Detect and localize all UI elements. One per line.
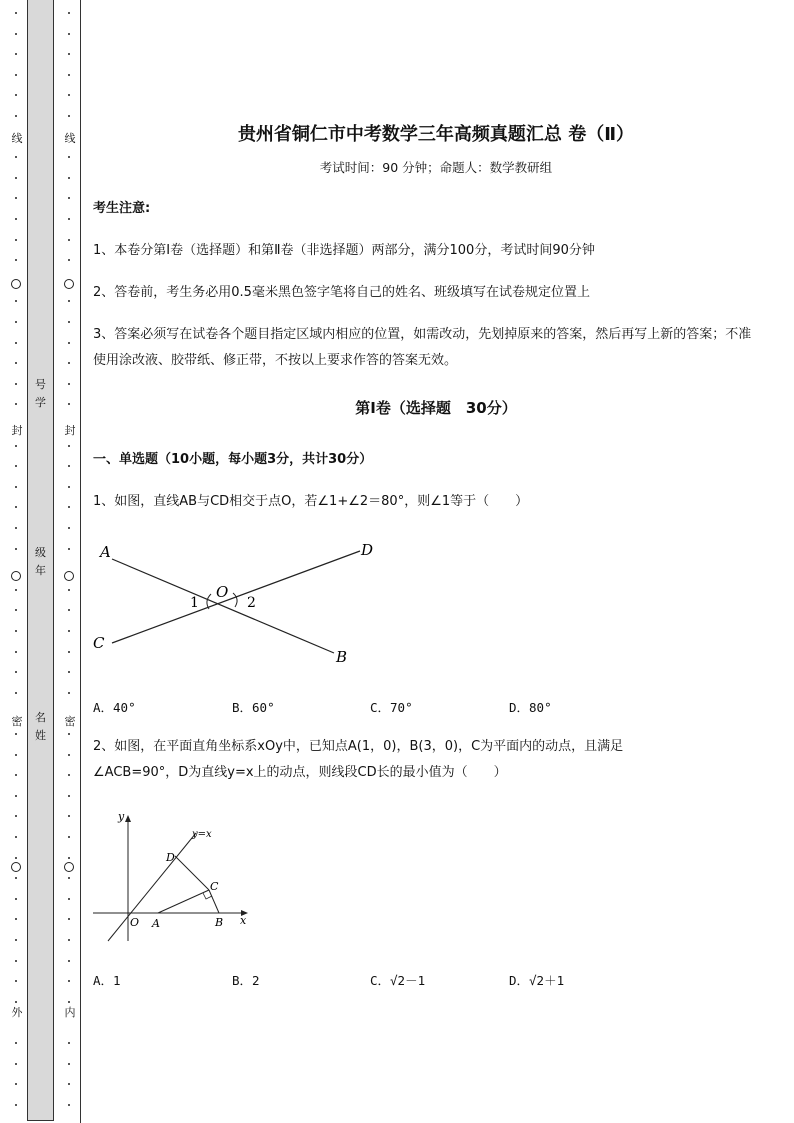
point-b-label: B (215, 916, 224, 929)
binding-dot (68, 321, 70, 323)
binding-dot (68, 12, 70, 14)
question-1-stem: 1、如图，直线AB与CD相交于点O，若∠1+∠2＝80°，则∠1等于（ ） (93, 494, 529, 509)
binding-dot (15, 218, 17, 220)
binding-dot (15, 74, 17, 76)
student-info-strip (27, 0, 54, 1121)
binding-dot (68, 1042, 70, 1044)
binding-dot (15, 733, 17, 735)
binding-dot (68, 218, 70, 220)
binding-dot (15, 156, 17, 158)
binding-dot (68, 403, 70, 405)
binding-dot (68, 94, 70, 96)
binding-dot (68, 74, 70, 76)
binding-dot (15, 1104, 17, 1106)
binding-dot (68, 1063, 70, 1065)
question-2-figure (88, 806, 263, 951)
binding-dot (15, 403, 17, 405)
binding-dot (15, 1063, 17, 1065)
inner-circle-mark (64, 279, 74, 289)
outer-seal-char: 密 (11, 715, 23, 728)
binding-dot (15, 300, 17, 302)
binding-dot (15, 1042, 17, 1044)
inner-circle-mark (64, 571, 74, 581)
segment-cb (209, 890, 219, 913)
binding-dot (68, 362, 70, 364)
segment-ac (158, 890, 209, 913)
question-2-stem-line2: ∠ACB=90°，D为直线y=x上的动点，则线段CD长的最小值为（ ） (93, 765, 507, 780)
point-c-label: C (210, 880, 219, 893)
binding-dot (15, 630, 17, 632)
binding-dot (68, 815, 70, 817)
notice-heading: 考生注意: (93, 201, 151, 216)
binding-dot (15, 815, 17, 817)
binding-dot (68, 465, 70, 467)
point-a-label: A (152, 917, 160, 930)
binding-dot (15, 259, 17, 261)
margin-border-line (80, 0, 81, 1123)
binding-dot (15, 960, 17, 962)
student-id-label: 号 学 (35, 378, 46, 409)
binding-dot (15, 33, 17, 35)
binding-dot (68, 774, 70, 776)
outer-seal-char: 线 (11, 132, 23, 145)
binding-dot (68, 651, 70, 653)
binding-dot (15, 609, 17, 611)
question-2-stem-line1: 2、如图，在平面直角坐标系xOy中，已知点A(1，0)，B(3，0)，C为平面内的动点，且满足 (93, 739, 624, 754)
binding-dot (68, 177, 70, 179)
binding-dot (15, 692, 17, 694)
exam-subtitle: 考试时间：90 分钟；命题人：数学教研组 (319, 160, 553, 175)
option-a[interactable]: A．1 (93, 973, 121, 988)
binding-dot (68, 671, 70, 673)
binding-dot (15, 12, 17, 14)
name-label: 名 姓 (35, 711, 46, 742)
binding-dot (68, 1001, 70, 1003)
binding-dot (68, 980, 70, 982)
notice-item: 2、答卷前，考生务必用0.5毫米黑色签字笔将自己的姓名、班级填写在试卷规定位置上 (93, 285, 590, 300)
binding-dot (68, 239, 70, 241)
angle-2-arc (233, 593, 237, 607)
binding-dot (15, 671, 17, 673)
binding-dot (68, 342, 70, 344)
binding-dot (68, 53, 70, 55)
binding-dot (15, 548, 17, 550)
binding-dot (68, 115, 70, 117)
binding-dot (68, 939, 70, 941)
y-axis-label: y (118, 810, 125, 823)
binding-dot (68, 630, 70, 632)
exam-title: 贵州省铜仁市中考数学三年高频真题汇总 卷（Ⅱ） (237, 124, 635, 145)
point-b-label: B (336, 648, 348, 666)
binding-dot (15, 177, 17, 179)
binding-dot (15, 1001, 17, 1003)
binding-dot (15, 94, 17, 96)
binding-dot (15, 651, 17, 653)
binding-dot (68, 259, 70, 261)
binding-dot (15, 239, 17, 241)
option-a[interactable]: A．40° (93, 700, 136, 715)
binding-dot (68, 692, 70, 694)
outer-seal-char: 封 (11, 424, 23, 437)
inner-dotted-line (63, 0, 75, 1123)
binding-dot (15, 321, 17, 323)
binding-dot (15, 774, 17, 776)
option-d[interactable]: D．√2＋1 (509, 973, 565, 988)
point-d-label: D (166, 851, 175, 864)
outer-circle-mark (11, 279, 21, 289)
binding-dot (68, 383, 70, 385)
binding-dot (68, 795, 70, 797)
binding-dot (15, 980, 17, 982)
binding-dot (68, 1104, 70, 1106)
option-b[interactable]: B．60° (232, 700, 275, 715)
binding-dot (68, 877, 70, 879)
y-axis-arrow (125, 815, 131, 822)
binding-dot (15, 1083, 17, 1085)
binding-dot (68, 960, 70, 962)
binding-dot (15, 527, 17, 529)
line-label: y=x (192, 829, 212, 840)
angle-1-label: 1 (190, 595, 199, 611)
binding-dot (15, 898, 17, 900)
binding-dot (15, 383, 17, 385)
option-c[interactable]: C．70° (370, 700, 413, 715)
inner-seal-char: 线 (64, 132, 76, 145)
binding-dot (68, 918, 70, 920)
outer-circle-mark (11, 571, 21, 581)
binding-dot (15, 197, 17, 199)
binding-dot (68, 156, 70, 158)
point-c-label: C (93, 634, 105, 652)
binding-dot (15, 857, 17, 859)
inner-seal-char: 封 (64, 424, 76, 437)
option-c[interactable]: C．√2－1 (370, 973, 426, 988)
binding-dot (15, 795, 17, 797)
binding-dot (15, 589, 17, 591)
binding-dot (68, 857, 70, 859)
option-d[interactable]: D．80° (509, 700, 552, 715)
notice-item: 1、本卷分第Ⅰ卷（选择题）和第Ⅱ卷（非选择题）两部分，满分100分，考试时间90分钟 (93, 243, 595, 258)
angle-2-label: 2 (247, 595, 256, 611)
binding-dot (15, 53, 17, 55)
question-1-figure (88, 535, 388, 675)
binding-dot (68, 527, 70, 529)
binding-dot (15, 342, 17, 344)
outer-dotted-line (10, 0, 22, 1123)
binding-dot (15, 754, 17, 756)
section-title: 第Ⅰ卷（选择题 30分） (355, 399, 517, 417)
point-a-label: A (100, 543, 111, 561)
point-o-label: O (130, 916, 140, 929)
binding-dot (68, 898, 70, 900)
point-o-label: O (216, 583, 229, 601)
binding-dot (68, 609, 70, 611)
binding-dot (68, 754, 70, 756)
binding-dot (15, 939, 17, 941)
binding-dot (15, 506, 17, 508)
part-heading: 一、单选题（10小题，每小题3分，共计30分） (93, 452, 373, 467)
binding-dot (68, 486, 70, 488)
point-d-label: D (361, 541, 374, 559)
inner-seal-char: 密 (64, 715, 76, 728)
binding-dot (15, 486, 17, 488)
binding-dot (68, 836, 70, 838)
binding-dot (15, 877, 17, 879)
binding-dot (68, 733, 70, 735)
binding-dot (68, 589, 70, 591)
binding-dot (15, 465, 17, 467)
binding-dot (68, 548, 70, 550)
binding-dot (15, 115, 17, 117)
binding-dot (68, 197, 70, 199)
inner-circle-mark (64, 862, 74, 872)
binding-dot (15, 918, 17, 920)
notice-item: 3、答案必须写在试卷各个题目指定区域内相应的位置，如需改动，先划掉原来的答案，然后再写上新的答案；不准使用涂改液、胶带纸、修正带，不按以上要求作答的答案无效。 (93, 327, 752, 368)
inner-seal-char: 内 (64, 1006, 76, 1019)
binding-dot (68, 445, 70, 447)
outer-seal-char: 外 (11, 1006, 23, 1019)
binding-dot (15, 445, 17, 447)
binding-dot (15, 836, 17, 838)
grade-label: 级 年 (35, 546, 46, 577)
binding-dot (68, 506, 70, 508)
outer-circle-mark (11, 862, 21, 872)
option-b[interactable]: B．2 (232, 973, 260, 988)
binding-dot (15, 362, 17, 364)
binding-dot (68, 1083, 70, 1085)
binding-dot (68, 300, 70, 302)
segment-dc (175, 856, 209, 890)
x-axis-label: x (240, 914, 247, 927)
binding-dot (68, 33, 70, 35)
